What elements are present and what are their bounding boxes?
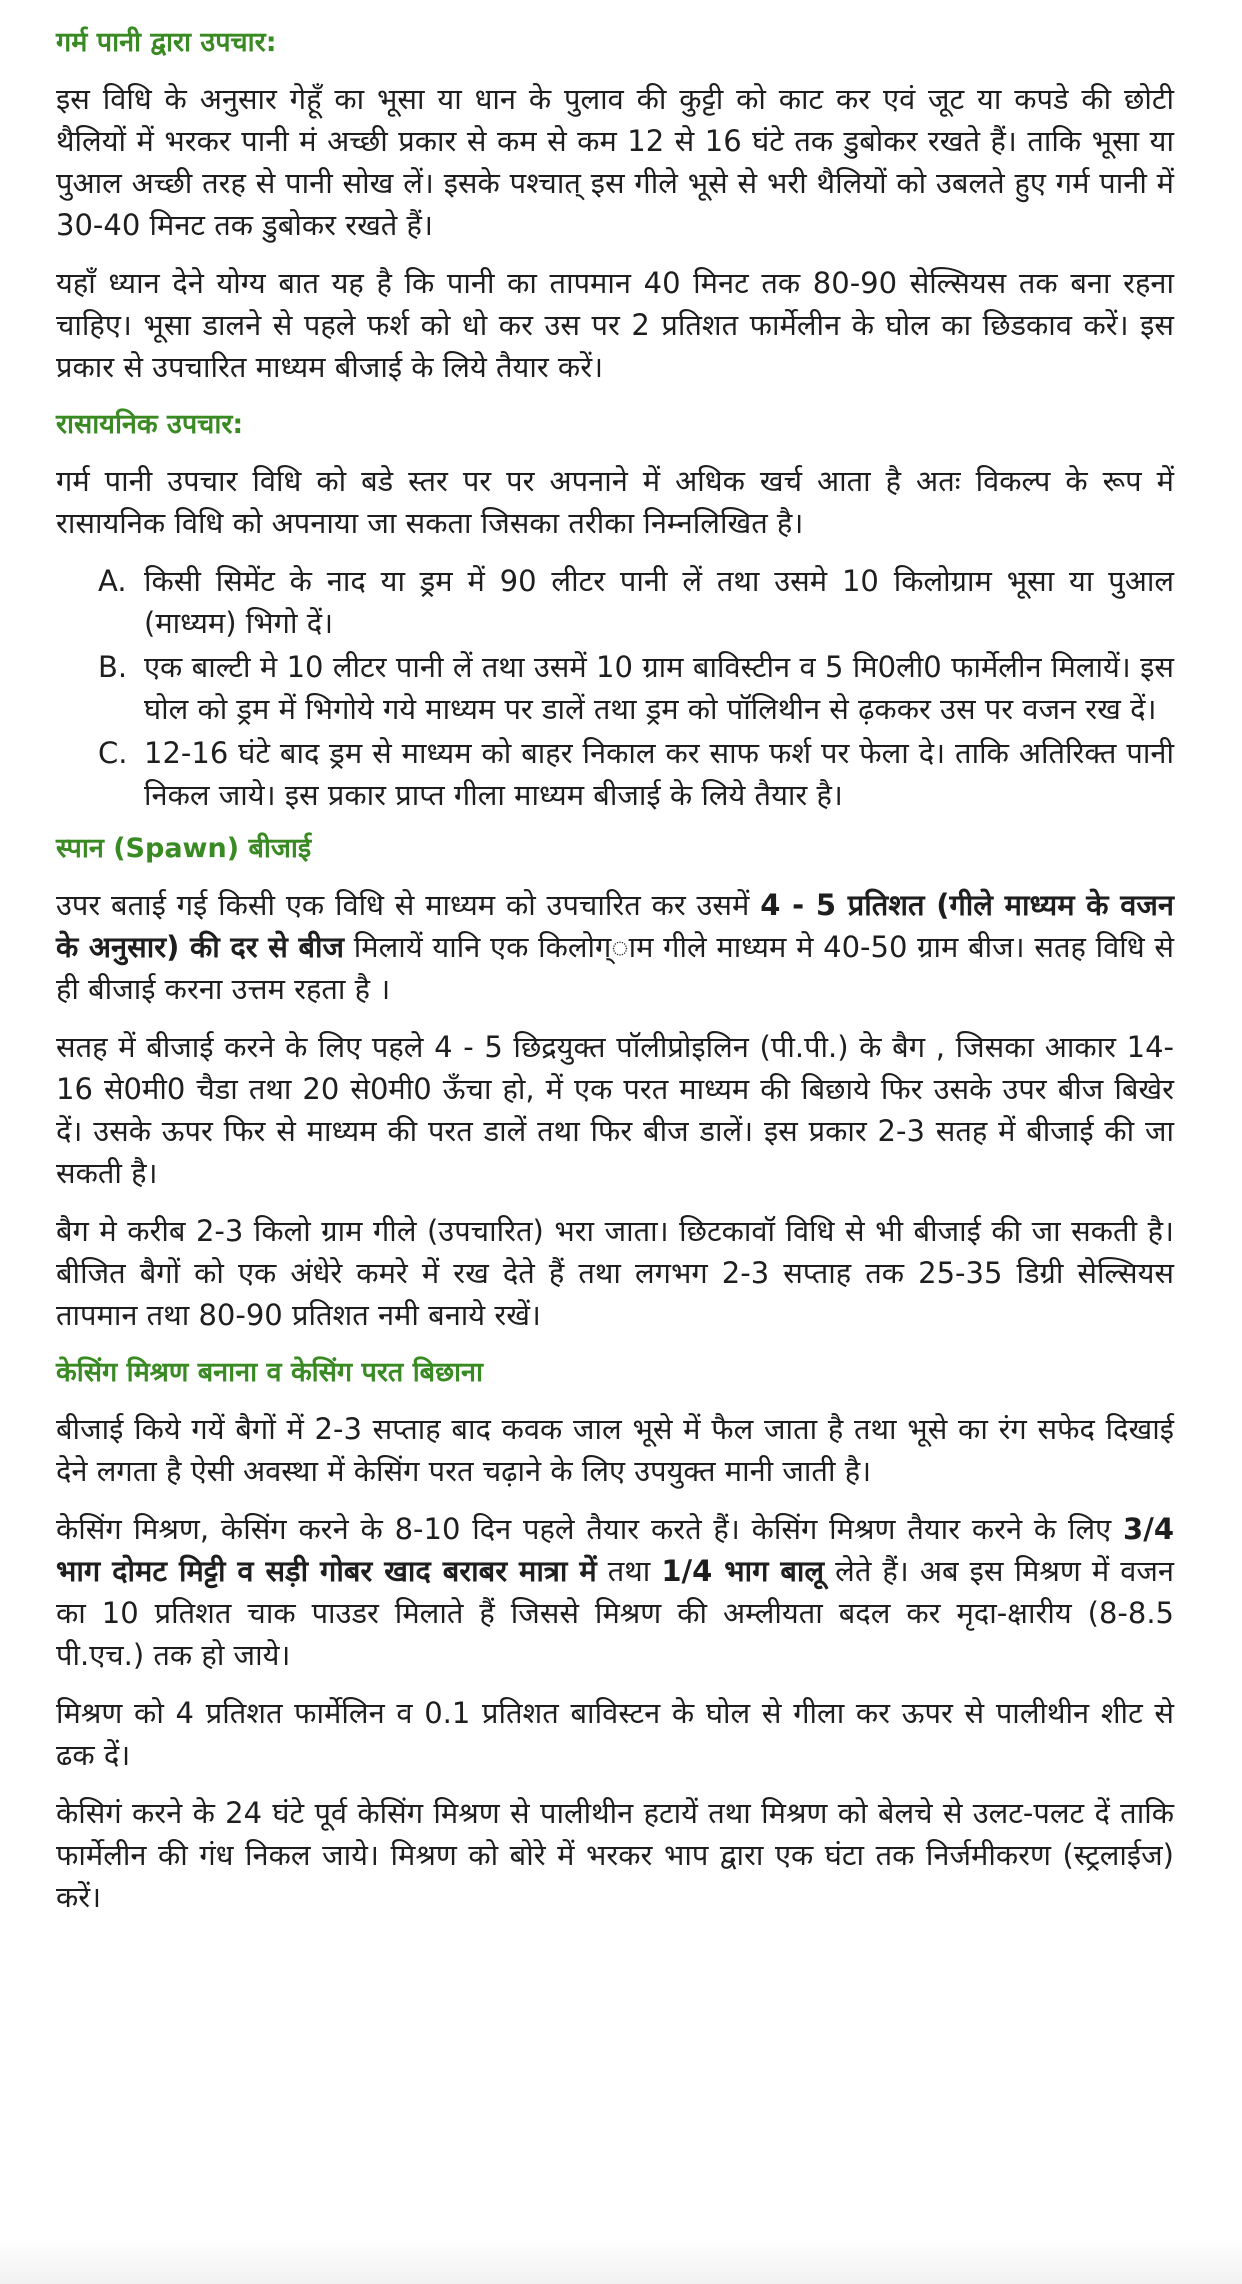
text-run: तथा [596, 1554, 662, 1588]
paragraph-sterilization: केसिगं करने के 24 घंटे पूर्व केसिंग मिश्रण से पालीथीन हटायें तथा मिश्रण को बेलचे से उलट-पलट दें ताकि फार्मेलीन की गंध निकल जाये। मिश्रण को बोरे में भरकर भाप द्वारा एक घंटा तक निर्जमीकरण (स्ट्रलाईज) करें। [56, 1796, 1174, 1914]
paragraph-hot-water-method: इस विधि के अनुसार गेहूँ का भूसा या धान के पुलाव की कुट्टी को काट कर एवं जूट या कपडे की छोटी थैलियों में भरकर पानी मं अच्छी प्रकार से कम से कम 12 से 16 घंटे तक डुबोकर रखते हैं। ताकि भूसा या पुआल अच्छी तरह से पानी सोख लें। इसके पश्चात् इस गीले भूसे से भरी थैलियों को उबलते हुए गर्म पानी में 30-40 मिनट तक डुबोकर रखते हैं। [56, 82, 1174, 242]
chemical-steps-list [56, 560, 1174, 816]
text-run: लेते हैं। अब इस मिश्रण में वजन का 10 प्रतिशत चाक पाउडर मिलाते हैं जिससे मिश्रण की अम्लीयता बदल कर मृदा-क्षारीय (8-8.5 पी.एच.) तक हो जाये। [56, 1554, 1175, 1672]
text-run: मिलायें यानि एक किलोग्ाम गीले माध्यम मे 40-50 ग्राम बीज। सतह विधि से ही बीजाई करना उत्तम रहता है । [56, 930, 1174, 1006]
heading-hot-water-treatment: गर्म पानी द्वारा उपचार: [56, 27, 277, 58]
paragraph-chemical-intro: गर्म पानी उपचार विधि को बडे स्तर पर पर अपनाने में अधिक खर्च आता है अतः विकल्प के रूप में रासायनिक विधि को अपनाया जा सकता जिसका तरीका निम्नलिखित है। [56, 464, 1174, 540]
paragraph-casing-preparation [56, 1508, 1174, 1676]
bold-sand-ratio: 1/4 भाग बालू [661, 1554, 825, 1588]
paragraph-bag-incubation: बैग मे करीब 2-3 किलो ग्राम गीले (उपचारित) भरा जाता। छिटकावॉ विधि से भी बीजाई की जा सकती है। बीजित बैगों को एक अंधेरे कमरे में रख देते हैं तथा लगभग 2-3 सप्ताह तक 25-35 डिग्री सेल्सियस तापमान तथा 80-90 प्रतिशत नमी बनाये रखें। [56, 1214, 1174, 1332]
list-marker: C. [98, 736, 128, 770]
heading-casing-mixture: केसिंग मिश्रण बनाना व केसिंग परत बिछाना [56, 1357, 484, 1388]
list-item-text: एक बाल्टी मे 10 लीटर पानी लें तथा उसमें 10 ग्राम बाविस्टीन व 5 मि0ली0 फार्मेलीन मिलायें। इस घोल को ड्रम में भिगोये गये माध्यम पर डालें तथा ड्रम को पॉलिथीन से ढ़ककर उस पर वजन रख दें। [144, 650, 1174, 726]
heading-spawn-seeding: स्पान (Spawn) बीजाई [56, 833, 312, 864]
paragraph-formalin-wetting: मिश्रण को 4 प्रतिशत फार्मेलिन व 0.1 प्रतिशत बाविस्टन के घोल से गीला कर ऊपर से पालीथीन शीट से ढक दें। [56, 1696, 1174, 1772]
list-item-text: किसी सिमेंट के नाद या ड्रम में 90 लीटर पानी लें तथा उसमे 10 किलोग्राम भूसा या पुआल (माध्यम) भिगो दें। [144, 564, 1174, 640]
list-item-text: 12-16 घंटे बाद ड्रम से माध्यम को बाहर निकाल कर साफ फर्श पर फेला दे। ताकि अतिरिक्त पानी निकल जाये। इस प्रकार प्राप्त गीला माध्यम बीजाई के लिये तैयार है। [144, 736, 1174, 812]
bold-seed-rate: 4 - 5 प्रतिशत (गीले माध्यम के वजन के अनुसार) की दर से बीज [56, 888, 1174, 964]
paragraph-mycelium-spread: बीजाई किये गयें बैगों में 2-3 सप्ताह बाद कवक जाल भूसे में फैल जाता है तथा भूसे का रंग सफेद दिखाई देने लगता है ऐसी अवस्था में केसिंग परत चढ़ाने के लिए उपयुक्त मानी जाती है। [56, 1412, 1174, 1488]
heading-chemical-treatment: रासायनिक उपचार: [56, 409, 244, 440]
list-marker: B. [98, 650, 128, 684]
paragraph-layer-seeding: सतह में बीजाई करने के लिए पहले 4 - 5 छिद्रयुक्त पॉलीप्रोइलिन (पी.पी.) के बैग , जिसका आकार 14-16 से0मी0 चैडा तथा 20 से0मी0 ऊँचा हो, में एक परत माध्यम की बिछाये फिर उसके उपर बीज बिखेर दें। उसके ऊपर फिर से माध्यम की परत डालें तथा फिर बीज डालें। इस प्रकार 2-3 सतह में बीजाई की जा सकती है। [56, 1030, 1174, 1190]
bold-soil-manure-ratio: 3/4 भाग दोमट मिट्टी व सड़ी गोबर खाद बराबर मात्रा में [56, 1512, 1174, 1588]
paragraph-seed-rate [56, 884, 1174, 1010]
list-item [56, 646, 1174, 730]
bottom-shadow [0, 2238, 1242, 2284]
text-run: केसिंग मिश्रण, केसिंग करने के 8-10 दिन पहले तैयार करते हैं। केसिंग मिश्रण तैयार करने के लिए [56, 1512, 1124, 1546]
text-run: उपर बताई गई किसी एक विधि से माध्यम को उपचारित कर उसमें [56, 888, 761, 922]
list-item [56, 732, 1174, 816]
list-item [56, 560, 1174, 644]
list-marker: A. [98, 564, 127, 598]
paragraph-temperature-note: यहाँ ध्यान देने योग्य बात यह है कि पानी का तापमान 40 मिनट तक 80-90 सेल्सियस तक बना रहना चाहिए। भूसा डालने से पहले फर्श को धो कर उस पर 2 प्रतिशत फार्मेलीन के घोल का छिडकाव करें। इस प्रकार से उपचारित माध्यम बीजाई के लिये तैयार करें। [56, 266, 1174, 384]
